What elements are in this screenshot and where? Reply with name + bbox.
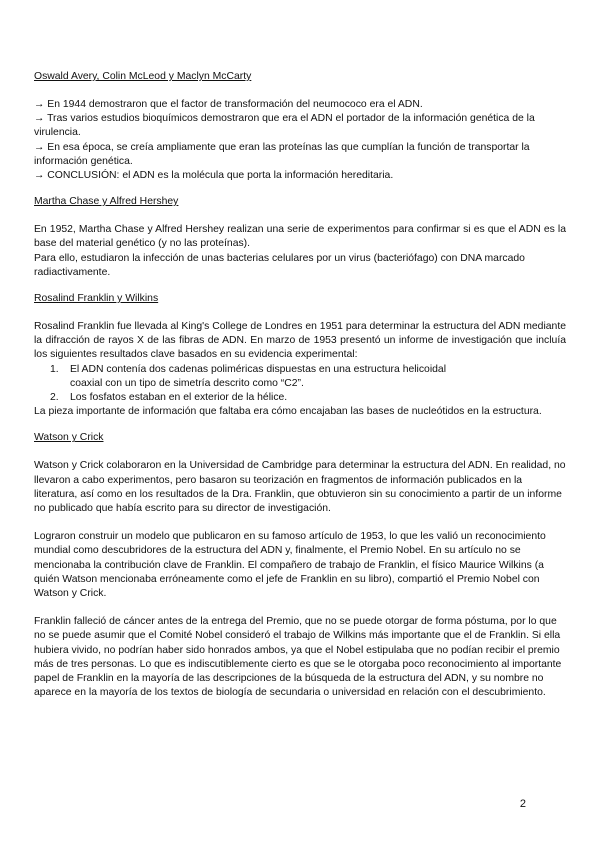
paragraph: Lograron construir un modelo que publicaron en su famoso artículo de 1953, lo que les valió un reconocimiento mundial como descubridores de la estructura del ADN y, finalmente, el Premio Nobel. En su artículo no se mencionaba la contribución clave de Franklin. El compañero de trabajo de Franklin, el físico Maurice Wilkins (a quién Watson mencionaba erróneamente como el jefe de Franklin en su libro), compartió el Premio Nobel con Watson y Crick. [34,531,546,600]
section-heading: Oswald Avery, Colin McLeod y Maclyn McCarty [34,71,252,82]
paragraph: Para ello, estudiaron la infección de unas bacterias celulares por un virus (bacteriófago) con DNA marcado radiactivamente. [34,252,525,278]
paragraph: En 1952, Martha Chase y Alfred Hershey realizan una serie de experimentos para confirmar si es que el ADN es la base del material genético (y no las proteínas). [34,224,566,250]
paragraph: → Tras varios estudios bioquímicos demostraron que era el ADN el portador de la información genética de la virulencia. [34,113,535,139]
section-heading: Rosalind Franklin y Wilkins [34,293,159,305]
list-item [34,363,566,391]
paragraph: Franklin falleció de cáncer antes de la entrega del Premio, que no se puede otorgar de forma póstuma, por lo que no se puede asumir que el Comité Nobel consideró el trabajo de Wilkins más importante que el de Franklin. Si ella hubiera vivido, no podrían haber sido honrados ambos, ya que el Nobel estipulaba que no podían recibir el premio más de tres personas. Lo que es indiscutiblemente cierto es que se le otorgaba poco reconocimiento al importante papel de Franklin en la mayoría de las descripciones de la búsqueda de la estructura del ADN, y su nombre no aparece en la mayoría de los textos de biología de secundaria o universidad en relación con el descubrimiento. [34,616,562,699]
page-number: 2 [519,798,526,810]
section-watson-crick [34,431,566,700]
paragraph: → En esa época, se creía ampliamente que eran las proteínas las que cumplían la función de transportar la información genética. [34,141,530,167]
page-content [34,70,566,701]
list-text: Los fosfatos estaban en el exterior de la hélice. [70,392,288,404]
paragraph: → En 1944 demostraron que el factor de transformación del neumococo era el ADN. [34,99,423,110]
findings-list [34,363,566,406]
list-item [34,391,566,405]
section-heading: Martha Chase y Alfred Hershey [34,196,179,208]
paragraph: → CONCLUSIÓN: el ADN es la molécula que porta la información hereditaria. [34,170,394,182]
paragraph: La pieza importante de información que faltaba era cómo encajaban las bases de nucleótidos en la estructura. [34,406,542,418]
list-text: El ADN contenía dos cadenas poliméricas dispuestas en una estructura helicoidal coaxial con un tipo de simetría descrito como “C2”. [70,363,447,389]
section-chase-hershey [34,195,566,280]
section-avery [34,70,566,183]
paragraph: Rosalind Franklin fue llevada al King's College de Londres en 1951 para determinar la estructura del ADN mediante la difracción de rayos X de las fibras de ADN. En marzo de 1953 presentó un informe de investigación que incluía los siguientes resultados clave basados en su evidencia experimental: [34,321,566,361]
section-heading: Watson y Crick [34,432,104,444]
list-number: 2. [50,392,59,404]
list-number: 1. [50,363,59,375]
section-franklin-wilkins [34,292,566,419]
paragraph: Watson y Crick colaboraron en la Universidad de Cambridge para determinar la estructura del ADN. En realidad, no llevaron a cabo experimentos, pero basaron su teorización en fragmentos de información publicados en la literatura, así como en los resultados de la Dra. Franklin, que obtuvieron sin su conocimiento a partir de un informe no publicado que había escrito para su director de investigación. [34,460,566,515]
